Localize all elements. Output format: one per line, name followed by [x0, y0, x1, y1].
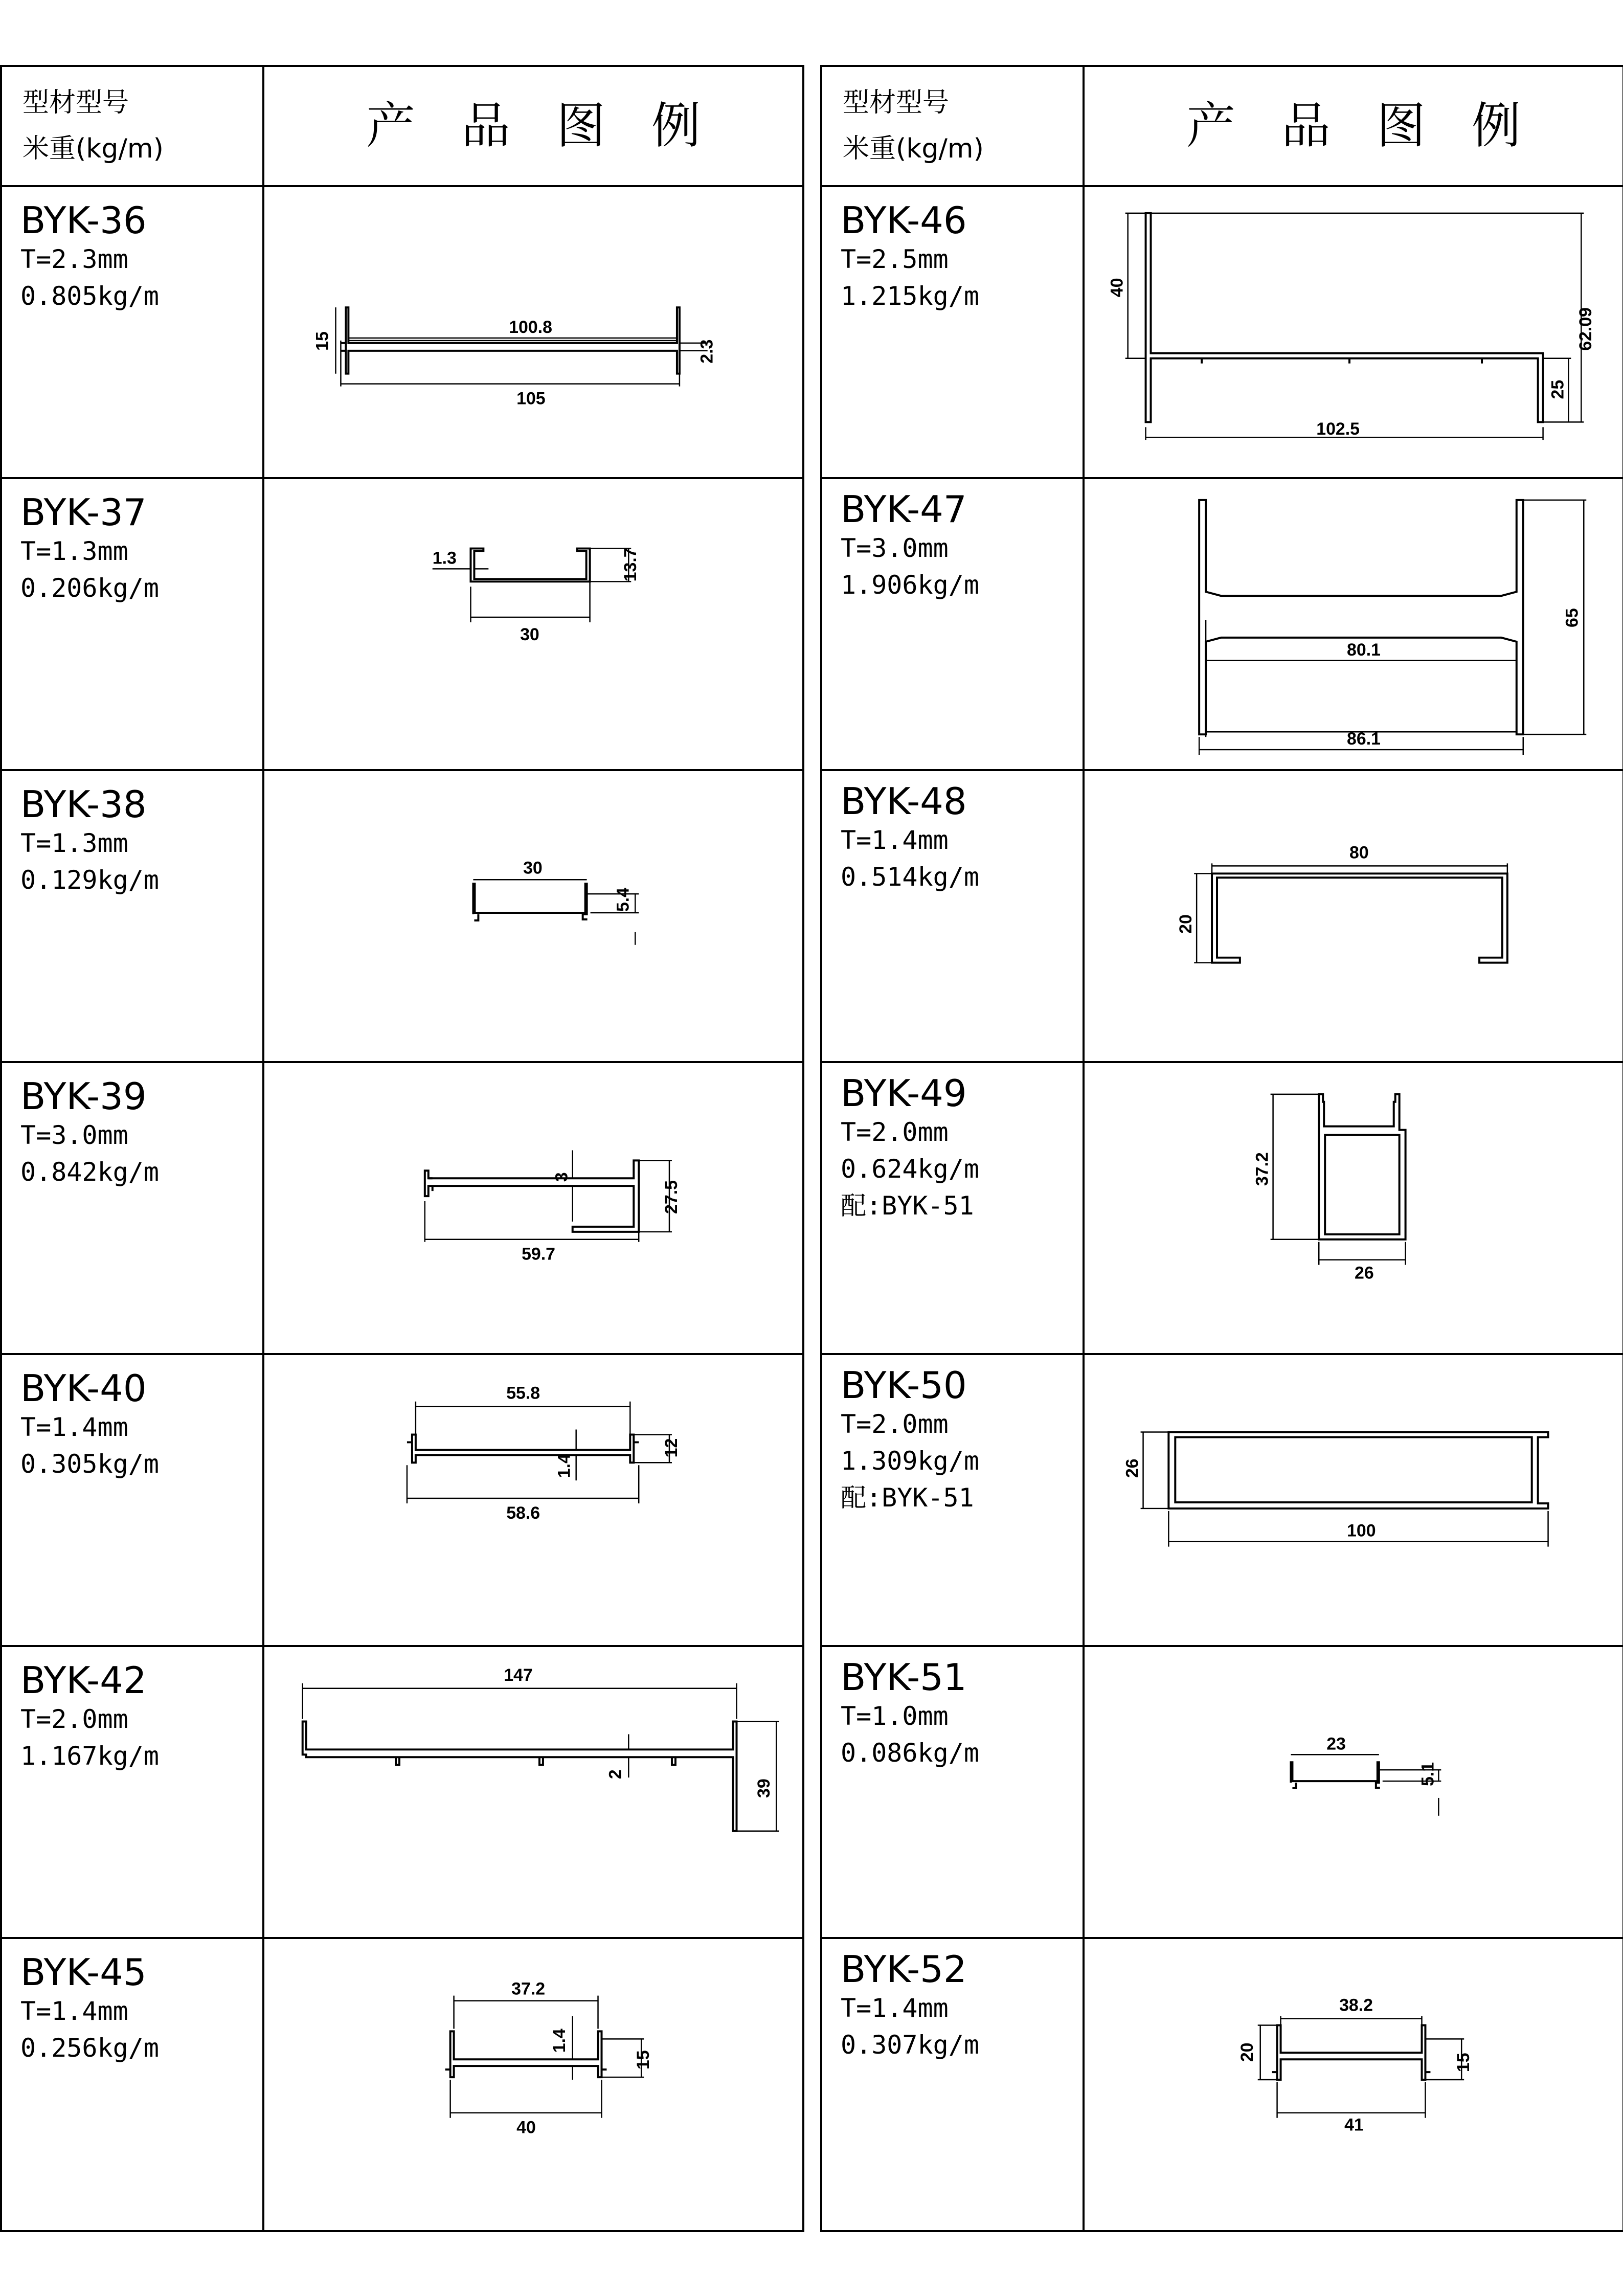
dim-width: 100 — [1347, 1521, 1376, 1541]
dim-outer-width: 58.6 — [506, 1503, 540, 1523]
model-number: BYK-51 — [841, 1656, 967, 1699]
header-weight-label: 米重(kg/m) — [843, 133, 984, 164]
thickness: T=1.4mm — [841, 1993, 949, 2023]
model-number: BYK-52 — [841, 1948, 967, 1991]
dim-width: 80 — [1349, 843, 1369, 863]
dim-width: 147 — [504, 1665, 533, 1685]
thickness: T=1.0mm — [841, 1701, 949, 1731]
weight: 1.167kg/m — [20, 1741, 159, 1771]
model-number: BYK-42 — [20, 1659, 147, 1702]
dim-thickness: 1.3 — [432, 548, 457, 568]
profile-info — [841, 781, 979, 895]
profile-info — [20, 784, 159, 898]
profile-drawing — [1085, 1647, 1622, 1937]
dim-height: 15 — [312, 331, 332, 351]
dim-width: 30 — [523, 858, 543, 878]
weight: 0.206kg/m — [20, 573, 159, 603]
dim-outer-width: 40 — [516, 2118, 536, 2137]
dim-thickness: 1.4 — [554, 1454, 574, 1478]
profile-info — [841, 1365, 979, 1516]
matching-profile: 配:BYK-51 — [841, 1191, 974, 1221]
model-number: BYK-50 — [841, 1364, 967, 1407]
dim-height: 26 — [1122, 1458, 1142, 1478]
profile-drawing — [264, 1647, 802, 1937]
thickness: T=2.5mm — [841, 244, 949, 274]
header-title: 产品图例 — [1186, 97, 1567, 154]
header-weight-label: 米重(kg/m) — [22, 133, 164, 164]
thickness: T=1.4mm — [20, 1412, 128, 1442]
thickness: T=3.0mm — [20, 1120, 128, 1150]
weight: 1.906kg/m — [841, 570, 979, 600]
dim-height: 39 — [754, 1779, 774, 1798]
profile-drawing — [264, 479, 802, 769]
profile-info — [20, 1076, 159, 1190]
thickness: T=1.3mm — [20, 536, 128, 566]
model-number: BYK-36 — [20, 199, 147, 242]
dim-height: 12 — [661, 1438, 681, 1458]
weight: 0.305kg/m — [20, 1449, 159, 1479]
dim-thickness: 3 — [552, 1172, 572, 1182]
dim-height: 65 — [1562, 608, 1582, 627]
profile-info — [20, 1368, 159, 1482]
profile-info — [20, 1952, 159, 2066]
weight: 0.842kg/m — [20, 1157, 159, 1187]
model-number: BYK-46 — [841, 199, 967, 242]
weight: 0.805kg/m — [20, 281, 159, 311]
profile-drawing — [264, 1939, 802, 2234]
thickness: T=2.0mm — [841, 1117, 949, 1147]
matching-profile: 配:BYK-51 — [841, 1483, 974, 1513]
dim-height: 27.5 — [661, 1180, 681, 1214]
weight: 0.624kg/m — [841, 1154, 979, 1184]
dim-thickness: 2 — [605, 1769, 625, 1780]
weight: 0.307kg/m — [841, 2030, 979, 2060]
dim-width: 30 — [520, 624, 539, 644]
dim-right-height: 15 — [1454, 2053, 1474, 2073]
profile-info — [841, 1073, 979, 1224]
thickness: T=1.3mm — [20, 828, 128, 858]
thickness: T=1.4mm — [841, 825, 949, 855]
weight: 1.215kg/m — [841, 281, 979, 311]
dim-right-height: 25 — [1548, 379, 1568, 399]
thickness: T=1.4mm — [20, 1996, 128, 2026]
profile-info — [841, 1657, 979, 1771]
dim-inner-width: 37.2 — [511, 1979, 546, 1999]
profile-drawing — [1085, 771, 1622, 1061]
model-number: BYK-40 — [20, 1367, 147, 1410]
dim-outer-width: 86.1 — [1347, 729, 1381, 749]
dim-left-height: 40 — [1107, 278, 1127, 298]
dim-height: 20 — [1176, 914, 1196, 934]
dim-width-inner: 100.8 — [509, 317, 552, 337]
model-number: BYK-39 — [20, 1075, 147, 1118]
profile-info — [841, 1949, 979, 2063]
weight: 1.309kg/m — [841, 1446, 979, 1476]
header-model-label: 型材型号 — [843, 87, 950, 118]
profile-info — [841, 200, 979, 314]
model-number: BYK-48 — [841, 780, 967, 823]
thickness: T=2.0mm — [841, 1409, 949, 1439]
weight: 0.086kg/m — [841, 1738, 979, 1768]
weight: 0.514kg/m — [841, 862, 979, 892]
dim-left-height: 20 — [1237, 2042, 1257, 2062]
dim-width-outer: 105 — [516, 389, 546, 409]
thickness: T=2.0mm — [20, 1704, 128, 1734]
dim-height: 37.2 — [1252, 1152, 1272, 1186]
weight: 0.129kg/m — [20, 865, 159, 895]
dim-width: 102.5 — [1316, 419, 1360, 439]
dim-thickness: 1.4 — [549, 2029, 569, 2053]
thickness: T=2.3mm — [20, 244, 128, 274]
profile-drawing — [264, 1355, 802, 1645]
dim-height: 5.4 — [613, 887, 633, 912]
dim-height: 13.7 — [621, 548, 641, 582]
model-number: BYK-49 — [841, 1072, 967, 1115]
dim-width: 23 — [1326, 1734, 1346, 1754]
profile-drawing — [1085, 1355, 1622, 1645]
dim-total-height: 62.09 — [1576, 307, 1596, 351]
model-number: BYK-37 — [20, 491, 147, 534]
profile-drawing — [1085, 187, 1622, 477]
left-catalog-table — [0, 65, 804, 2232]
dim-width: 59.7 — [522, 1244, 555, 1264]
model-number: BYK-38 — [20, 783, 147, 826]
model-number: BYK-47 — [841, 488, 967, 531]
weight: 0.256kg/m — [20, 2033, 159, 2063]
right-catalog-table — [820, 65, 1623, 2232]
profile-info — [20, 200, 159, 314]
profile-info — [20, 1660, 159, 1774]
profile-drawing — [1085, 1939, 1622, 2234]
header-title: 产品图例 — [366, 97, 747, 154]
profile-drawing — [264, 187, 802, 477]
profile-info — [20, 492, 159, 606]
header-model-label: 型材型号 — [22, 87, 129, 118]
dim-thickness: 2.3 — [697, 339, 717, 364]
profile-drawing — [1085, 1063, 1622, 1353]
dim-inner-width: 38.2 — [1339, 1995, 1373, 2015]
model-number: BYK-45 — [20, 1951, 147, 1994]
dim-outer-width: 41 — [1344, 2115, 1364, 2135]
profile-info — [841, 489, 979, 603]
dim-height: 15 — [634, 2050, 653, 2070]
dim-inner-width: 55.8 — [506, 1383, 540, 1403]
profile-drawing — [264, 1063, 802, 1353]
dim-width: 26 — [1354, 1263, 1374, 1283]
profile-drawing — [264, 771, 802, 1061]
thickness: T=3.0mm — [841, 533, 949, 563]
dim-height: 5.1 — [1418, 1762, 1438, 1787]
profile-drawing — [1085, 479, 1622, 769]
dim-inner-width: 80.1 — [1347, 640, 1381, 660]
